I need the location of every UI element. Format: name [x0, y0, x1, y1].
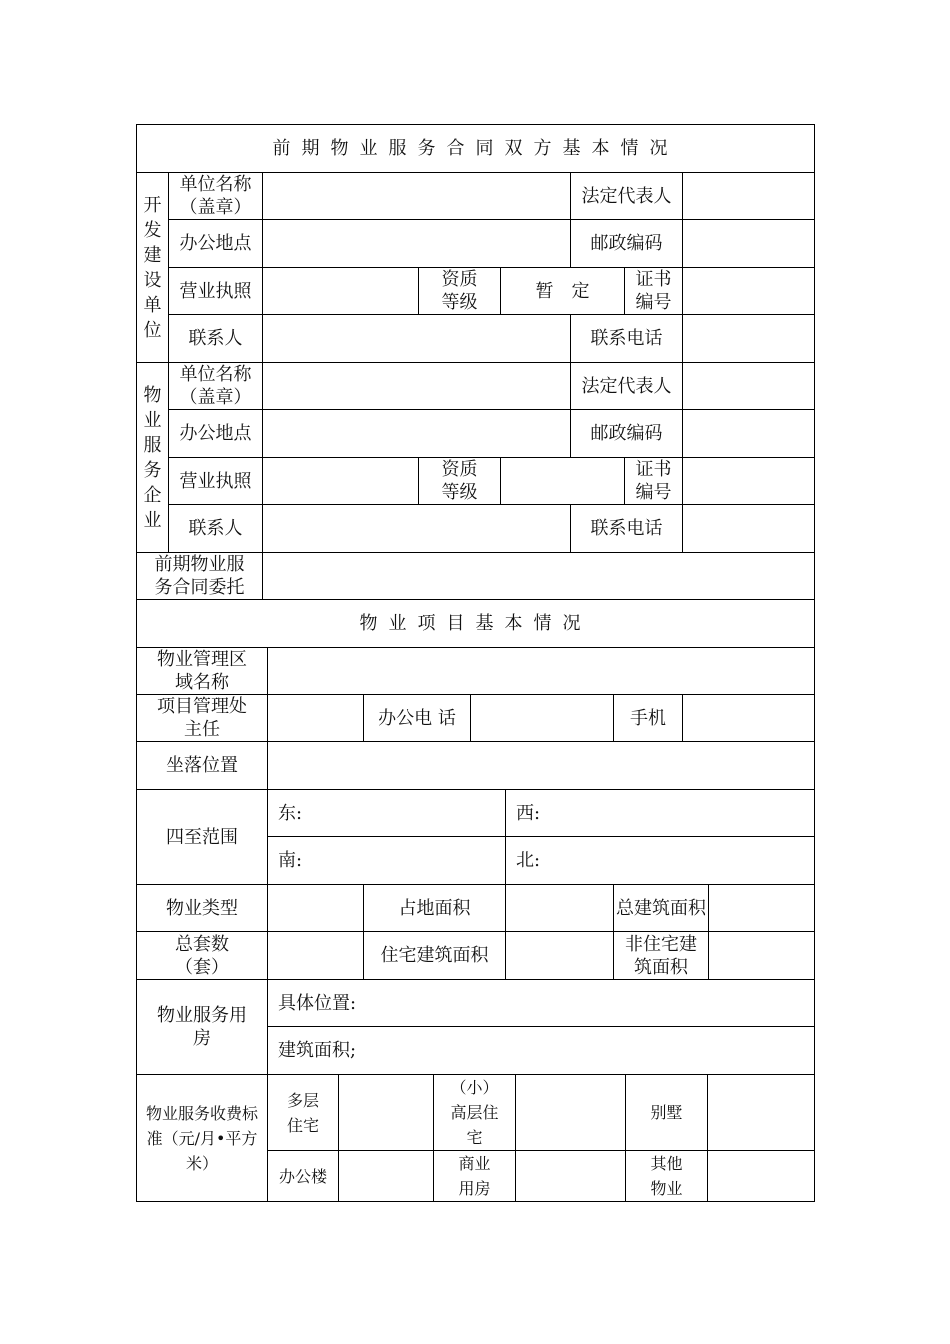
residential-area-field[interactable] — [506, 932, 614, 980]
developer-legal-rep-label: 法定代表人 — [571, 173, 683, 220]
company-license-field[interactable] — [263, 458, 419, 505]
company-office-field[interactable] — [263, 410, 571, 458]
property-type-field[interactable] — [268, 885, 364, 932]
project-section — [136, 599, 814, 1075]
commercial-label: 商业用房 — [434, 1151, 516, 1202]
fees-section — [136, 1074, 814, 1202]
land-area-field[interactable] — [506, 885, 614, 932]
director-label: 项目管理处主任 — [137, 695, 268, 742]
project-title: 物业项目基本情况 — [137, 600, 815, 648]
office-phone-label: 办公电 话 — [364, 695, 471, 742]
non-residential-area-field[interactable] — [709, 932, 815, 980]
company-contact-field[interactable] — [263, 505, 571, 553]
entrust-label: 前期物业服务合同委托 — [137, 553, 263, 600]
fee-standard-label: 物业服务收费标准（元/月•平方米） — [137, 1075, 268, 1202]
company-postal-label: 邮政编码 — [571, 410, 683, 458]
project-table — [136, 599, 815, 1075]
developer-cert-field[interactable] — [683, 268, 815, 315]
east-field[interactable]: 东: — [268, 790, 506, 837]
developer-contact-field[interactable] — [263, 315, 571, 363]
parties-table — [136, 124, 815, 600]
total-units-label: 总套数（套） — [137, 932, 268, 980]
company-qualification-field[interactable] — [501, 458, 625, 505]
developer-phone-label: 联系电话 — [571, 315, 683, 363]
developer-phone-field[interactable] — [683, 315, 815, 363]
developer-unit-name-field[interactable] — [263, 173, 571, 220]
company-office-label: 办公地点 — [169, 410, 263, 458]
service-room-label: 物业服务用房 — [137, 980, 268, 1075]
high-rise-label: （小）高层住宅 — [434, 1075, 516, 1151]
office-building-label: 办公楼 — [268, 1151, 339, 1202]
company-phone-label: 联系电话 — [571, 505, 683, 553]
developer-cert-label: 证书编号 — [625, 268, 683, 315]
west-field[interactable]: 西: — [506, 790, 815, 837]
other-property-label: 其他物业 — [626, 1151, 708, 1202]
developer-unit-name-label: 单位名称（盖章） — [169, 173, 263, 220]
section-title: 前期物业服务合同双方基本情况 — [137, 125, 815, 173]
company-cert-field[interactable] — [683, 458, 815, 505]
company-group-label: 物业服务企业 — [137, 363, 169, 553]
company-legal-rep-label: 法定代表人 — [571, 363, 683, 410]
fees-table — [136, 1074, 815, 1202]
mobile-label: 手机 — [614, 695, 683, 742]
developer-postal-label: 邮政编码 — [571, 220, 683, 268]
developer-postal-field[interactable] — [683, 220, 815, 268]
area-name-field[interactable] — [268, 648, 815, 695]
total-units-field[interactable] — [268, 932, 364, 980]
boundary-label: 四至范围 — [137, 790, 268, 885]
total-building-area-label: 总建筑面积 — [614, 885, 709, 932]
company-postal-field[interactable] — [683, 410, 815, 458]
mobile-field[interactable] — [683, 695, 815, 742]
entrust-field[interactable] — [263, 553, 815, 600]
company-contact-label: 联系人 — [169, 505, 263, 553]
office-building-field[interactable] — [339, 1151, 434, 1202]
company-unit-name-label: 单位名称（盖章） — [169, 363, 263, 410]
developer-office-label: 办公地点 — [169, 220, 263, 268]
developer-license-field[interactable] — [263, 268, 419, 315]
developer-office-field[interactable] — [263, 220, 571, 268]
company-legal-rep-field[interactable] — [683, 363, 815, 410]
developer-contact-label: 联系人 — [169, 315, 263, 363]
property-type-label: 物业类型 — [137, 885, 268, 932]
developer-qualification-label: 资质等级 — [419, 268, 501, 315]
company-cert-label: 证书编号 — [625, 458, 683, 505]
villa-field[interactable] — [708, 1075, 815, 1151]
multi-storey-field[interactable] — [339, 1075, 434, 1151]
parties-section — [136, 124, 814, 600]
company-license-label: 营业执照 — [169, 458, 263, 505]
company-phone-field[interactable] — [683, 505, 815, 553]
south-field[interactable]: 南: — [268, 837, 506, 885]
multi-storey-label: 多层住宅 — [268, 1075, 339, 1151]
building-area-field[interactable]: 建筑面积; — [268, 1027, 815, 1075]
company-unit-name-field[interactable] — [263, 363, 571, 410]
other-property-field[interactable] — [708, 1151, 815, 1202]
non-residential-area-label: 非住宅建筑面积 — [614, 932, 709, 980]
location-field[interactable] — [268, 742, 815, 790]
residential-area-label: 住宅建筑面积 — [364, 932, 506, 980]
developer-group-label: 开发建设单位 — [137, 173, 169, 363]
commercial-field[interactable] — [516, 1151, 626, 1202]
company-qualification-label: 资质等级 — [419, 458, 501, 505]
villa-label: 别墅 — [626, 1075, 708, 1151]
office-phone-field[interactable] — [471, 695, 614, 742]
high-rise-field[interactable] — [516, 1075, 626, 1151]
total-building-area-field[interactable] — [709, 885, 815, 932]
land-area-label: 占地面积 — [364, 885, 506, 932]
developer-qualification-value[interactable]: 暂 定 — [501, 268, 625, 315]
director-field[interactable] — [268, 695, 364, 742]
area-name-label: 物业管理区域名称 — [137, 648, 268, 695]
location-label: 坐落位置 — [137, 742, 268, 790]
north-field[interactable]: 北: — [506, 837, 815, 885]
developer-license-label: 营业执照 — [169, 268, 263, 315]
developer-legal-rep-field[interactable] — [683, 173, 815, 220]
specific-location-field[interactable]: 具体位置: — [268, 980, 815, 1027]
